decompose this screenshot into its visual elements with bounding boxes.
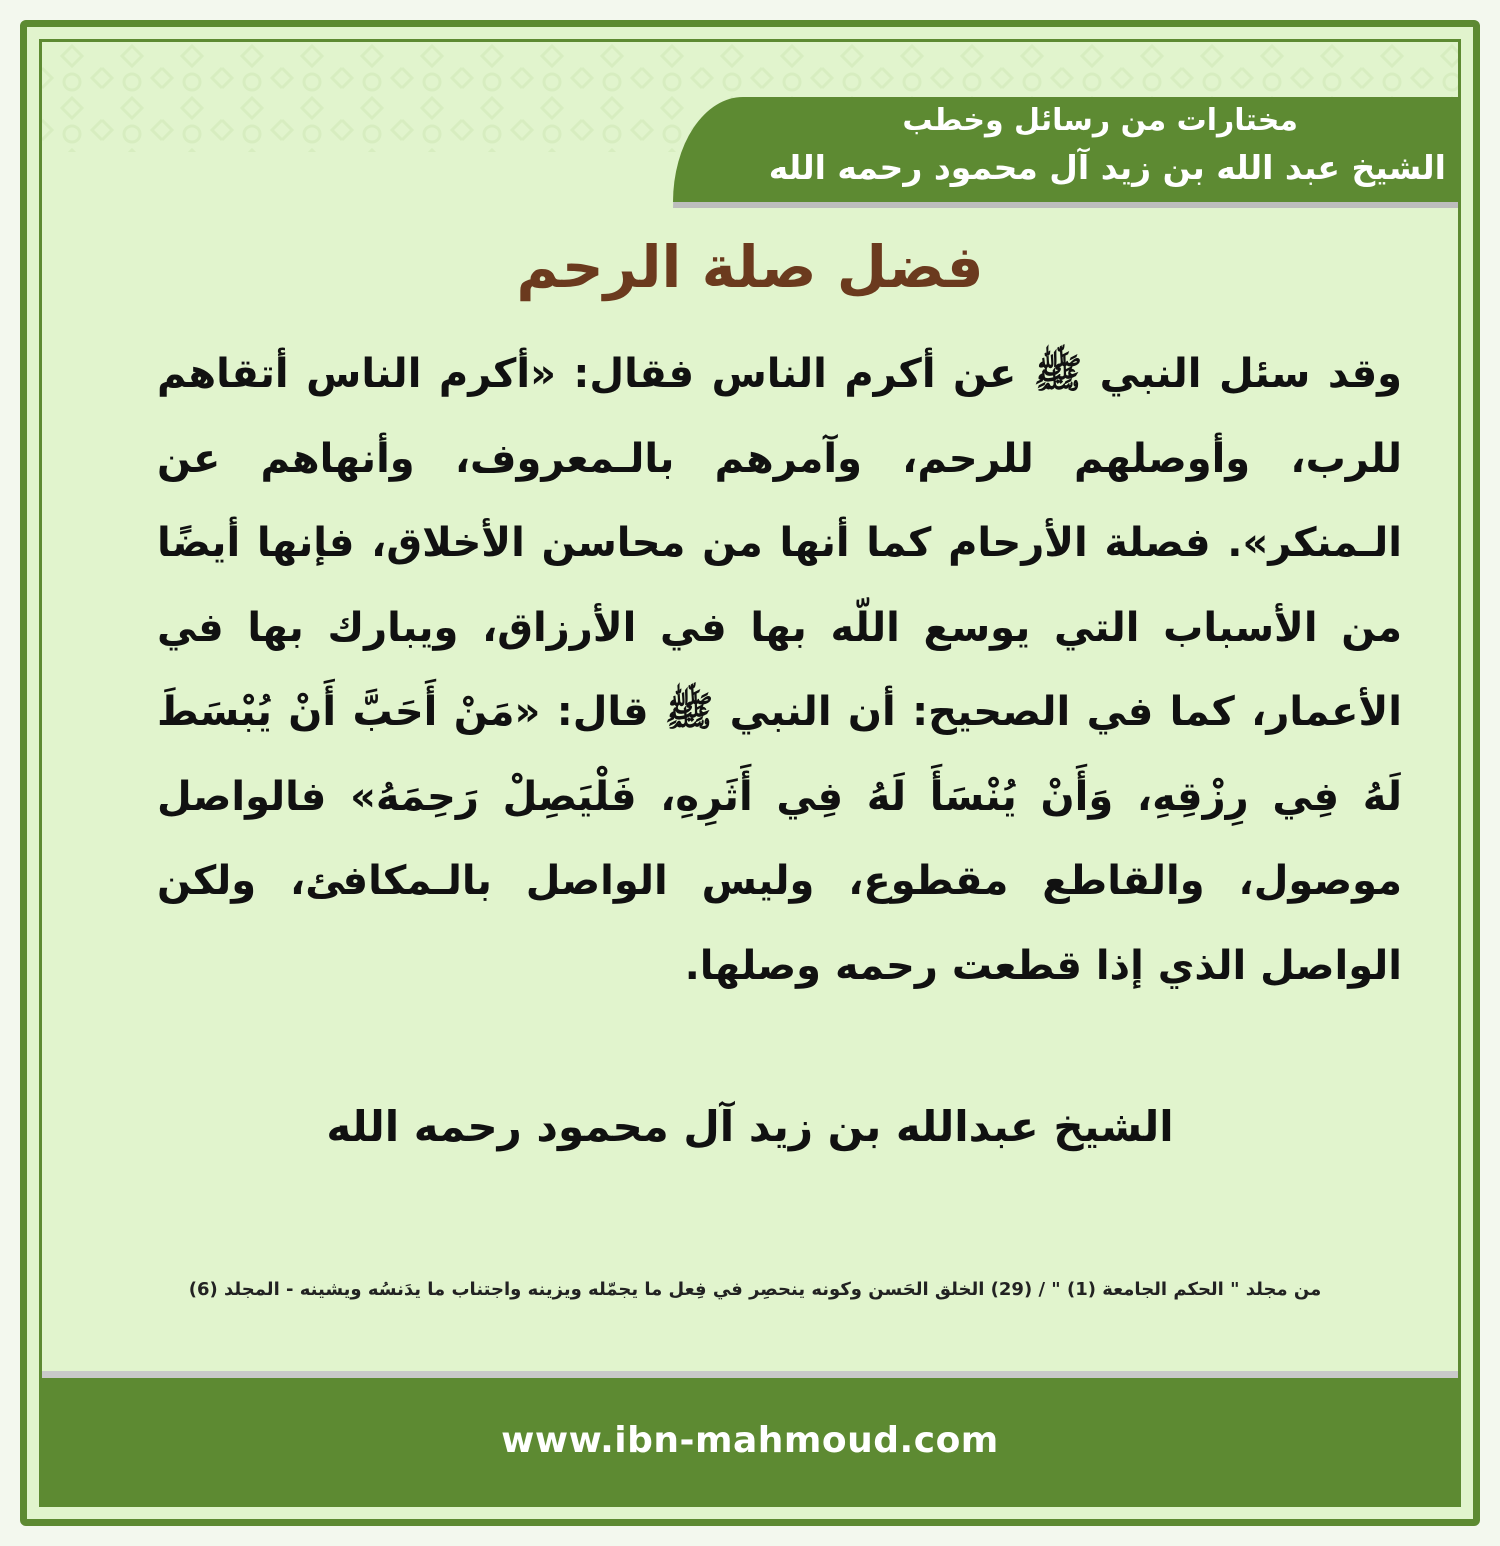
page-frame: [20, 20, 1480, 1526]
footer-bar: [42, 1378, 1458, 1504]
footer-divider: [42, 1371, 1458, 1378]
header-series-title: مختارات من رسائل وخطب: [902, 103, 1298, 138]
header-banner: [673, 97, 1458, 202]
content-panel: [39, 39, 1461, 1507]
article-body: وقد سئل النبي ﷺ عن أكرم الناس فقال: «أكرم الناس أتقاهم للرب، وأوصلهم للرحم، وآمرهم بالـمعروف، وأنهاهم عن الـمنكر». فصلة الأرحام كما أنها من محاسن الأخلاق، فإنها أيضًا من الأسباب التي يوسع اللّه بها في الأرزاق، ويبارك بها في الأعمار، كما في الصحيح: أن النبي ﷺ قال: «مَنْ أَحَبَّ أَنْ يُبْسَطَ لَهُ فِي رِزْقِهِ، وَأَنْ يُنْسَأَ لَهُ فِي أَثَرِهِ، فَلْيَصِلْ رَحِمَهُ» فالواصل موصول، والقاطع مقطوع، وليس الواصل بالـمكافئ، ولكن الواصل الذي إذا قطعت رحمه وصلها.: [157, 351, 1402, 989]
website-link[interactable]: www.ibn-mahmoud.com: [501, 1420, 999, 1461]
header-author-name: الشيخ عبد الله بن زيد آل محمود رحمه الله: [768, 148, 1446, 187]
page-title: فضل صلة الرحم: [516, 233, 984, 301]
source-citation: من مجلد " الحكم الجامعة (1) " / (29) الخلق الحَسن وكونه ينحصِر في فِعل ما يجمّله ويزينه واجتناب ما يدَنسُه ويشينه - المجلد (6): [188, 1279, 1322, 1300]
author-signature: الشيخ عبدالله بن زيد آل محمود رحمه الله: [326, 1102, 1174, 1151]
